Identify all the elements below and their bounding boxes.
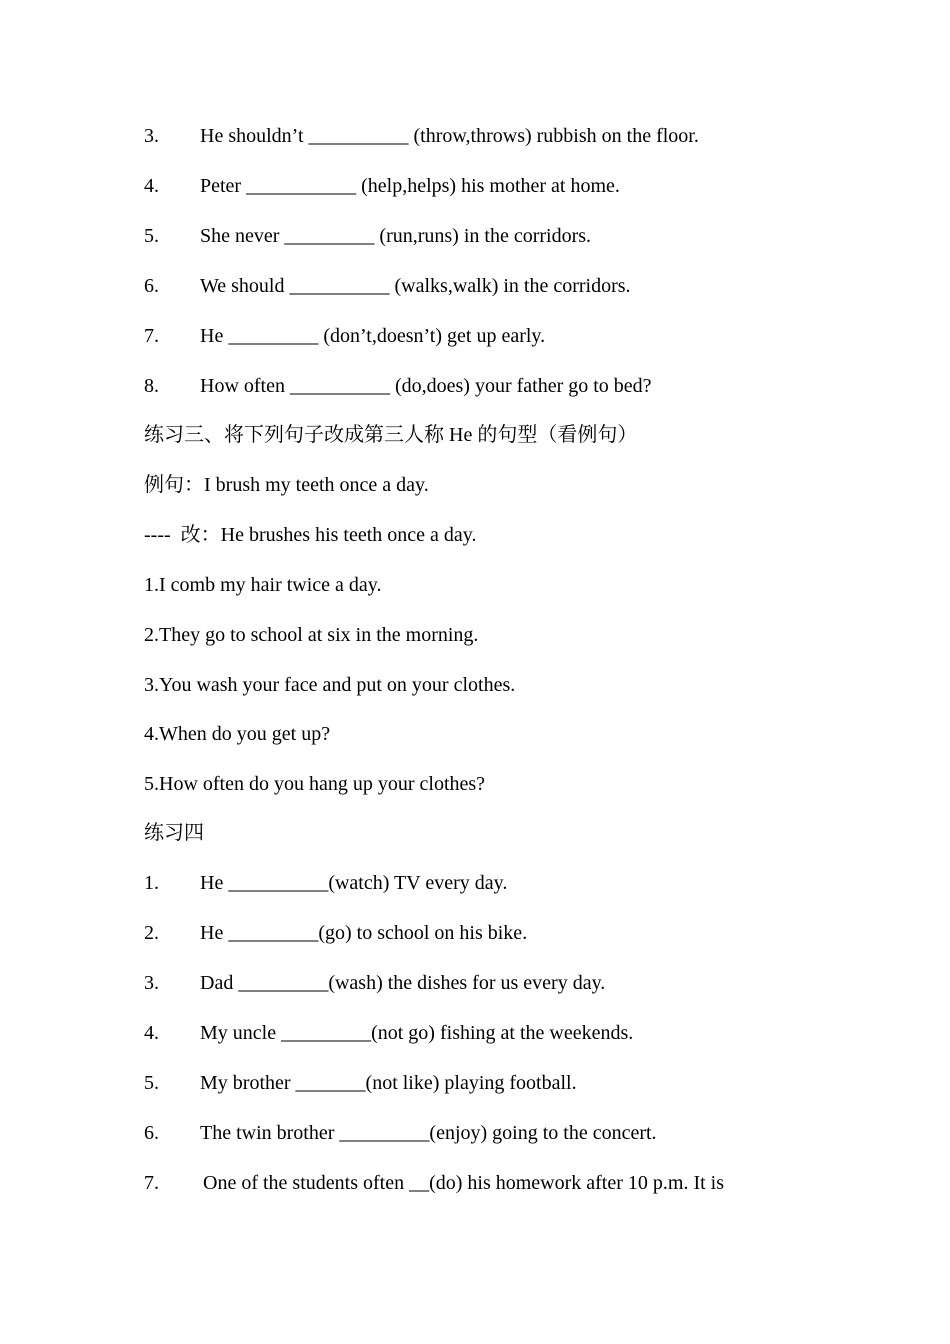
exercise4-item xyxy=(144,918,850,948)
item-text: 3.You wash your face and put on your clothes. xyxy=(144,674,516,696)
item-text: One of the students often __(do) his homework after 10 p.m. It is xyxy=(203,1172,725,1194)
exercise3-item xyxy=(144,670,850,700)
item-text: My uncle _________(not go) fishing at the weekends. xyxy=(200,1022,634,1044)
item-text: He __________(watch) TV every day. xyxy=(200,872,508,894)
exercise4-item xyxy=(144,1018,850,1048)
exercise4-heading xyxy=(144,818,850,848)
exercise2-item xyxy=(144,371,850,401)
item-text: The twin brother _________(enjoy) going to the concert. xyxy=(200,1122,657,1144)
item-text: My brother _______(not like) playing football. xyxy=(200,1072,577,1094)
exercise4-item xyxy=(144,868,850,898)
exercise2-item xyxy=(144,121,850,151)
item-number: 8. xyxy=(144,375,159,397)
section-heading: 练习三、将下列句子改成第三人称 He 的句型（看例句） xyxy=(144,424,638,446)
item-number: 6. xyxy=(144,1122,159,1144)
item-number: 4. xyxy=(144,1022,159,1044)
item-number: 6. xyxy=(144,275,159,297)
exercise4-item xyxy=(144,1168,850,1198)
exercise3-item xyxy=(144,719,850,749)
item-text: 5.How often do you hang up your clothes? xyxy=(144,773,486,795)
item-number: 5. xyxy=(144,1072,159,1094)
exercise4-item xyxy=(144,1068,850,1098)
exercise4-item xyxy=(144,1118,850,1148)
item-text: We should __________ (walks,walk) in the corridors. xyxy=(200,275,631,297)
item-number: 7. xyxy=(144,325,159,347)
item-number: 7. xyxy=(144,1172,159,1194)
example-answer xyxy=(144,520,850,550)
item-number: 1. xyxy=(144,872,159,894)
item-number: 3. xyxy=(144,125,159,147)
example-text: 例句：I brush my teeth once a day. xyxy=(144,474,429,496)
exercise3-heading xyxy=(144,420,850,450)
item-number: 2. xyxy=(144,922,159,944)
section-heading: 练习四 xyxy=(144,822,204,844)
item-text: How often __________ (do,does) your father go to bed? xyxy=(200,375,652,397)
exercise4-item xyxy=(144,968,850,998)
item-text: Peter ___________ (help,helps) his mother at home. xyxy=(200,175,620,197)
exercise2-item xyxy=(144,171,850,201)
item-text: 2.They go to school at six in the morning. xyxy=(144,624,479,646)
example-answer-text: ---- 改：He brushes his teeth once a day. xyxy=(144,524,477,546)
item-text: He _________(go) to school on his bike. xyxy=(200,922,528,944)
item-number: 4. xyxy=(144,175,159,197)
item-text: 4.When do you get up? xyxy=(144,723,331,745)
item-text: 1.I comb my hair twice a day. xyxy=(144,574,382,596)
exercise2-item xyxy=(144,271,850,301)
exercise3-item xyxy=(144,769,850,799)
exercise3-item xyxy=(144,620,850,650)
item-number: 5. xyxy=(144,225,159,247)
exercise2-item xyxy=(144,221,850,251)
exercise2-item xyxy=(144,321,850,351)
item-text: She never _________ (run,runs) in the corridors. xyxy=(200,225,592,247)
item-text: He _________ (don’t,doesn’t) get up early. xyxy=(200,325,546,347)
item-number: 3. xyxy=(144,972,159,994)
item-text: Dad _________(wash) the dishes for us every day. xyxy=(200,972,606,994)
example-sentence xyxy=(144,470,850,500)
item-text: He shouldn’t __________ (throw,throws) rubbish on the floor. xyxy=(200,125,699,147)
exercise3-item xyxy=(144,570,850,600)
